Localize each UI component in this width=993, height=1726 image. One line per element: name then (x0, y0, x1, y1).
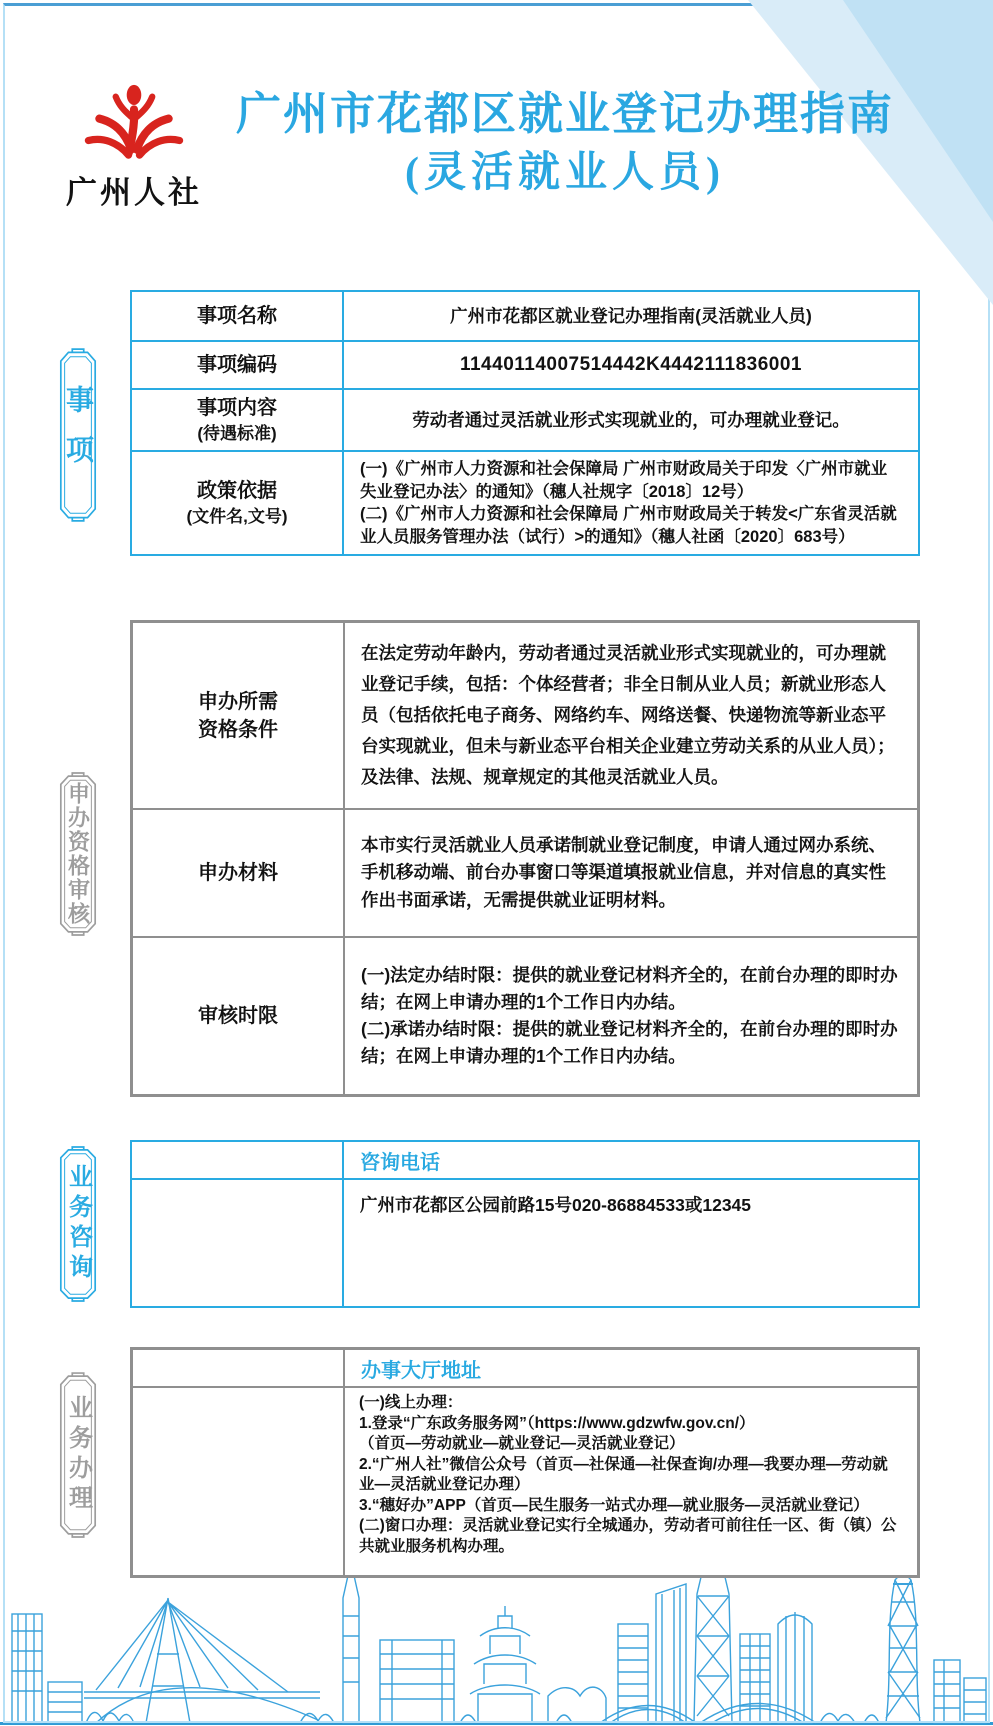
bracket-label-review-text: 申办资格审核 (65, 782, 91, 926)
time-limit-item-1: (一)法定办结时限：提供的就业登记材料齐全的，在前台办理的即时办结；在网上申请办理的1个工作日内办结。 (361, 965, 898, 1012)
time-limit-item-2: (二)承诺办结时限：提供的就业登记材料齐全的，在前台办理的即时办结；在网上申请办理的1个工作日内办结。 (361, 1019, 898, 1066)
row-value-policy-basis (344, 452, 918, 554)
handle-line-wechat: 2.“广州人社”微信公众号（首页—社保通—社保查询/办理—我要办理—劳动就业—灵活就业登记办理） (359, 1455, 888, 1493)
row-value-time-limit (345, 938, 917, 1094)
handle-table (130, 1347, 920, 1578)
table-row (132, 388, 918, 450)
row-value-item-code: 11440114007514442K4442111836001 (459, 354, 803, 375)
table-row (132, 1142, 918, 1178)
table-row (132, 340, 918, 388)
handle-body-empty-cell (133, 1388, 345, 1575)
consult-header-empty-cell (132, 1142, 344, 1178)
qualification-review-table (130, 620, 920, 1097)
bracket-label-item-text: 事项 (63, 385, 94, 485)
item-info-table (130, 290, 920, 556)
table-row (133, 808, 917, 936)
table-row (132, 1178, 918, 1306)
consult-phone-header: 咨询电话 (360, 1151, 440, 1174)
table-row (133, 936, 917, 1094)
row-label-time-limit: 审核时限 (133, 938, 345, 1094)
bracket-label-handle-text: 业务办理 (64, 1395, 92, 1515)
label-line1: 申办所需 (198, 690, 278, 713)
label-line1: 政策依据 (197, 480, 277, 503)
row-label-item-code: 事项编码 (132, 342, 344, 388)
logo-text: 广州人社 (66, 175, 202, 210)
row-value-item-name: 广州市花都区就业登记办理指南(灵活就业人员) (450, 305, 812, 326)
consult-table (130, 1140, 920, 1308)
handle-line-window: (二)窗口办理：灵活就业登记实行全城通办，劳动者可前往任一区、街（镇）公共就业服务机构办理。 (359, 1517, 897, 1555)
row-label-qualification (133, 623, 345, 808)
row-label-materials: 申办材料 (133, 810, 345, 936)
consult-phone-value: 广州市花都区公园前路15号020-86884533或12345 (360, 1195, 752, 1215)
bracket-label-consult-text: 业务咨询 (64, 1164, 92, 1284)
label-line2: 资格条件 (198, 718, 278, 741)
bracket-label-item (57, 348, 99, 522)
row-value-item-content: 劳动者通过灵活就业形式实现就业的，可办理就业登记。 (412, 409, 850, 430)
handle-line-suihaoban: 3.“穗好办”APP（首页—民生服务一站式办理—就业服务—灵活就业登记） (359, 1496, 869, 1514)
row-label-item-content (132, 390, 344, 450)
label-line1: 事项内容 (197, 397, 277, 420)
table-row (132, 450, 918, 554)
policy-item-1: (一)《广州市人力资源和社会保障局 广州市财政局关于印发〈广州市就业失业登记办法〉的通知》（穗人社规字〔2018〕12号） (360, 460, 888, 501)
poster-title (212, 86, 918, 200)
bracket-label-handle (57, 1372, 99, 1538)
table-row (133, 1350, 917, 1386)
service-hall-header: 办事大厅地址 (361, 1359, 481, 1382)
handle-instructions (345, 1388, 917, 1575)
row-label-policy-basis (132, 452, 344, 554)
policy-item-2: (二)《广州市人力资源和社会保障局 广州市财政局关于转发<广东省灵活就业人员服务管理办法（试行）>的通知》（穗人社函〔2020〕683号） (360, 505, 897, 546)
row-label-item-name: 事项名称 (132, 292, 344, 340)
gzrs-logo (56, 84, 212, 212)
row-value-materials: 本市实行灵活就业人员承诺制就业登记制度，申请人通过网办系统、手机移动端、前台办事窗口等渠道填报就业信息，并对信息的真实性作出书面承诺，无需提供就业证明材料。 (361, 834, 886, 910)
table-row (132, 292, 918, 340)
handle-line-gdzwfw-path: （首页—劳动就业—就业登记—灵活就业登记） (359, 1435, 685, 1452)
bracket-label-consult (57, 1146, 99, 1302)
consult-body-empty-cell (132, 1180, 344, 1306)
bracket-label-review (57, 772, 99, 936)
handle-line-online-title: (一)线上办理： (359, 1394, 463, 1411)
logo-tree-icon (72, 84, 196, 166)
handle-line-gdzwfw: 1.登录“广东政务服务网”（https://www.gdzwfw.gov.cn/） (359, 1414, 755, 1432)
row-value-qualification: 在法定劳动年龄内，劳动者通过灵活就业形式实现就业的，可办理就业登记手续，包括：个体经营者；非全日制从业人员；新就业形态人员（包括依托电子商务、网络约车、网络送餐、快递物流等新业态平台实现就业，但未与新业态平台相关企业建立劳动关系的从业人员）；及法律、法规、规章规定的其他灵活就业人员。 (361, 643, 895, 787)
table-row (133, 623, 917, 808)
table-row (133, 1386, 917, 1575)
poster-title-line1: 广州市花都区就业登记办理指南 (235, 89, 894, 139)
handle-header-empty-cell (133, 1350, 345, 1386)
poster-title-line2: (灵活就业人员) (405, 150, 725, 197)
label-line2: (待遇标准) (197, 424, 277, 444)
label-line2: (文件名,文号) (186, 507, 288, 527)
